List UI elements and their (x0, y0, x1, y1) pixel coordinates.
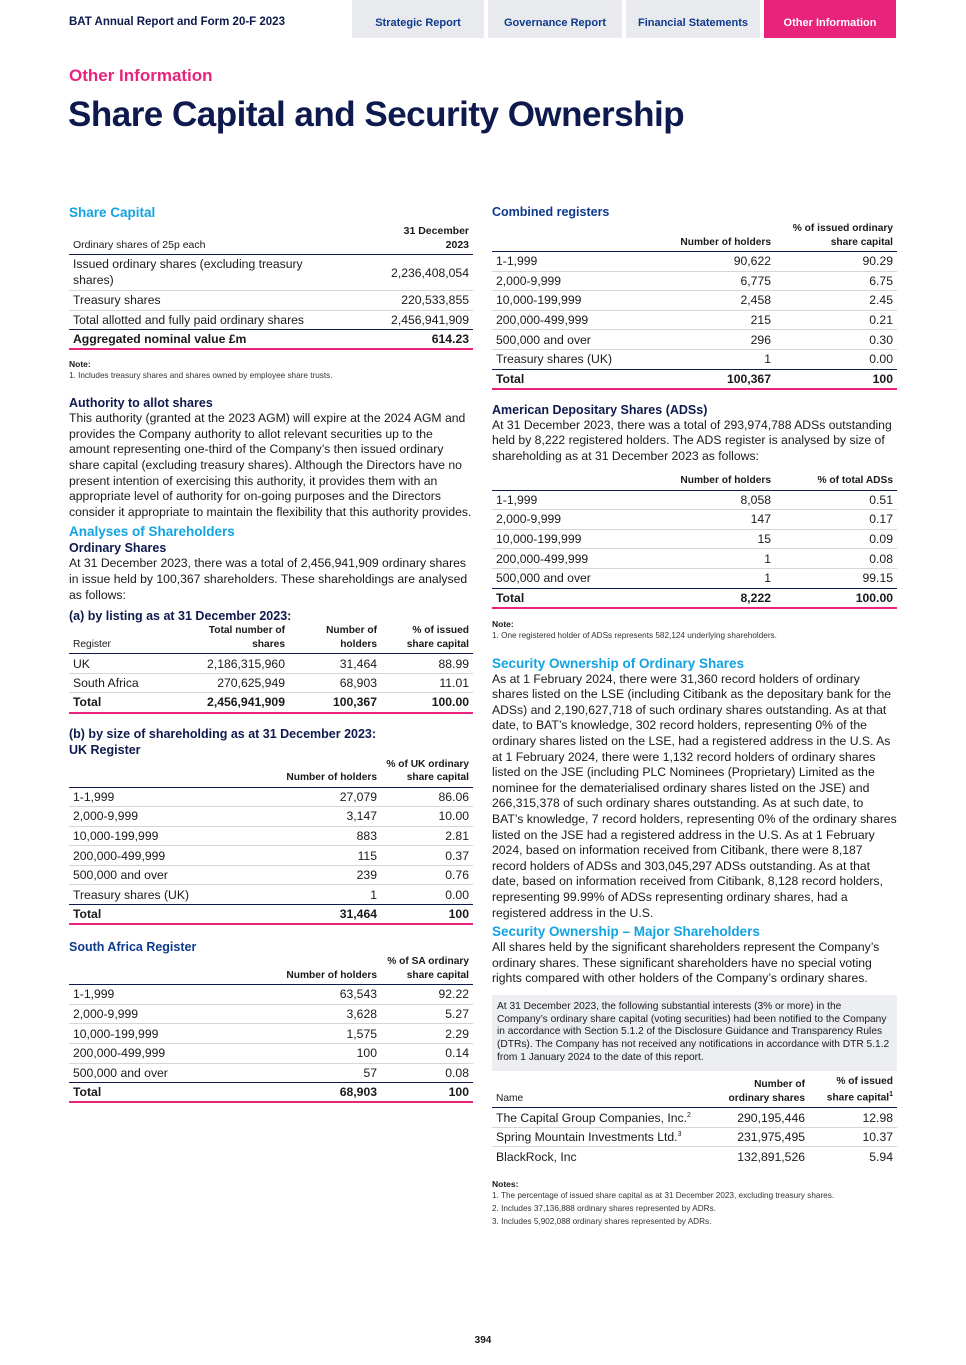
uk-register-heading: UK Register (69, 742, 141, 757)
table-row: 2,000-9,999 147 0.17 (492, 510, 897, 530)
authority-text: This authority (granted at the 2023 AGM) will expire at the 2024 AGM and provides the Company authority to allot relevant securities up to the amount representing one-third of the Company’s then issued ordinary share capital (excluding treasury shares). Although the Directors have no present intention of exercising this authority, it provides them with an appropriate level of authority for on-going purposes and the Directors consider it appropriate to maintain the flexibility that this authority provides. (69, 411, 472, 519)
table-total-row: Total 100,367 100 (492, 369, 897, 389)
combined-registers-heading: Combined registers (492, 205, 610, 219)
ads-note-title: Note: (492, 618, 514, 629)
table-total-row: Aggregated nominal value £m 614.23 (69, 330, 473, 350)
major-shareholders-heading: Security Ownership – Major Shareholders (492, 924, 760, 940)
table-row: 10,000-199,999 883 2.81 (69, 826, 473, 846)
major-notes-title: Notes: (492, 1178, 519, 1189)
table-row: 1-1,999 63,543 92.22 (69, 985, 473, 1005)
table-row: 10,000-199,999 2,458 2.45 (492, 291, 897, 311)
table-row: 1-1,999 27,079 86.06 (69, 787, 473, 807)
security-ownership-text: As at 1 February 2024, there were 31,360 record holders of ordinary shares listed on the LSE (including Citibank as the depositary bank for the ADSs) and 2,190,627,718 of such ordinary shares outstanding. As at that date, to BAT’s knowledge, 302 record holders, representing 0% of the ordinary shares listed on the LSE, had a registered address in the U.S. As at 1 February 2024, there were 1,132 record holders of ordinary shares listed on the JSE (including PLC Nominees (Proprietary) Limited as the nominee for the dematerialised ordinary shares listed on the JSE) and 266,315,378 of such ordinary shares outstanding. As at such date, to BAT’s knowledge, 7 record holders, representing 0% of the ordinary shares listed on the JSE had a registered address in the U.S. As at 1 February 2024, based on information received from Citibank, there were 8,187 record holders of ADSs and 303,045,297 ADSs outstanding. As at that date, based on information received from Citibank, 8,128 record holders, representing 99.99% of ADSs representing ordinary shares, had a registered address in the U.S. (492, 671, 897, 920)
table-row: 200,000-499,999 215 0.21 (492, 310, 897, 330)
table-row: 10,000-199,999 15 0.09 (492, 529, 897, 549)
table-row: 200,000-499,999 100 0.14 (69, 1043, 473, 1063)
table-total-row: Total 31,464 100 (69, 905, 473, 925)
combined-registers-table: Number of holders % of issued ordinary share capital 1-1,999 90,622 90.29 2,000-9,999 6,775 6.75 10,000-199,999 2,458 2.45 200,000-499,999 215 0.21 500,000 and over 296 0.30 Treasury shares (UK) 1 0.00 Total 100,367 100 (492, 222, 897, 390)
by-listing-heading: (a) by listing as at 31 December 2023: (69, 609, 292, 624)
section-eyebrow: Other Information (69, 66, 213, 85)
table-total-row: Total 68,903 100 (69, 1083, 473, 1103)
table-row: BlackRock, Inc 132,891,526 5.94 (496, 1149, 893, 1164)
tab-governance-report[interactable]: Governance Report (488, 0, 622, 38)
table-row: 2,000-9,999 6,775 6.75 (492, 271, 897, 291)
table-row: Spring Mountain Investments Ltd.$^3$ 231,975,495 10.37 (492, 1127, 897, 1147)
by-size-heading: (b) by size of shareholding as at 31 December 2023: (69, 726, 377, 741)
table-row: 1-1,999 90,622 90.29 (492, 252, 897, 272)
table-row: South Africa 270,625,949 68,903 11.01 (69, 673, 473, 693)
table-row: 10,000-199,999 1,575 2.29 (69, 1024, 473, 1044)
share-capital-note-title: Note: (69, 359, 91, 370)
table-row: 2,000-9,999 3,147 10.00 (69, 807, 473, 827)
ordinary-shares-subheading: Ordinary Shares (69, 541, 167, 556)
table-row: 500,000 and over 1 99.15 (496, 571, 893, 586)
security-ownership-heading: Security Ownership of Ordinary Shares (492, 655, 745, 671)
table-row: 500,000 and over 239 0.76 (69, 865, 473, 885)
table-total-row: Total 2,456,941,909 100,367 100.00 (69, 693, 473, 713)
table-total-row: Total 8,222 100.00 (492, 588, 897, 608)
ads-text: At 31 December 2023, there was a total of 293,974,788 ADSs outstanding held by 8,222 registered holders. The ADS register is analysed by size of shareholding as at 31 December 2023 as follows: (492, 417, 892, 463)
table-row: 200,000-499,999 115 0.37 (69, 846, 473, 866)
analyses-heading: Analyses of Shareholders (69, 524, 235, 540)
table-row: 500,000 and over 57 0.08 (73, 1065, 469, 1080)
tab-other-information[interactable]: Other Information (764, 0, 896, 38)
table-row: 2,000-9,999 3,628 5.27 (69, 1004, 473, 1024)
major-note-2: 2. Includes 37,136,888 ordinary shares represented by ADRs. (492, 1203, 716, 1213)
tab-financial-statements[interactable]: Financial Statements (626, 0, 760, 38)
table-row: Treasury shares 220,533,855 (69, 291, 473, 311)
sa-register-table: Number of holders % of SA ordinary share capital 1-1,999 63,543 92.22 2,000-9,999 3,628 5.27 10,000-199,999 1,575 2.29 200,000-499,999 100 0.14 500,000 and over 57 0.08 Total 68,903 100 (69, 955, 473, 1103)
share-capital-table (69, 225, 473, 350)
by-listing-table: Register Total number of shares Number of holders % of issued share capital UK 2,186,315,960 31,464 88.99 South Africa 270,625,949 68,903 11.01 Total 2,456,941,909 100,367 100.00 (69, 624, 473, 713)
sa-register-heading: South Africa Register (69, 940, 197, 955)
top-navigation-bar (0, 0, 966, 38)
analyses-text: At 31 December 2023, there was a total of 2,456,941,909 ordinary shares in issue held by 100,367 shareholders. These shareholdings are analysed as follows: (69, 556, 468, 602)
table-row: Treasury shares (UK) 1 0.00 (73, 887, 469, 902)
left-column (69, 204, 473, 1103)
major-shareholders-text: All shares held by the significant shareholders represent the Company’s ordinary shares. These significant shareholders have no special voting rights compared with other holders of the Company’s ordinary shares. (492, 940, 880, 986)
share-capital-col-right: 31 December 2023 (403, 225, 469, 251)
major-note-1: 1. The percentage of issued share capital as at 31 December 2023, excluding treasury shares. (492, 1190, 835, 1200)
table-row: 500,000 and over 296 0.30 (492, 330, 897, 350)
table-row: The Capital Group Companies, Inc.$^2$ 290,195,446 12.98 (492, 1108, 897, 1128)
ads-heading: American Depositary Shares (ADSs) (492, 402, 708, 417)
ads-note: 1. One registered holder of ADSs represents 582,124 underlying shareholders. (492, 630, 777, 640)
share-capital-heading: Share Capital (69, 205, 156, 220)
page-title: Share Capital and Security Ownership (68, 95, 685, 134)
report-title: BAT Annual Report and Form 20-F 2023 (69, 16, 285, 28)
table-row: 200,000-499,999 1 0.08 (492, 549, 897, 569)
table-row: Treasury shares (UK) 1 0.00 (496, 352, 893, 367)
right-column (492, 204, 897, 1228)
substantial-interests-box: At 31 December 2023, the following substantial interests (3% or more) in the Company’s ordinary share capital (voting securities) had been notified to the Company in accordance with Section 5.1.2 of the Disclosure Guidance and Transparency Rules (DTRs). The Company has not received any notifications in accordance with DTR 5.1.2 from 1 January 2024 to the date of this report. (492, 995, 897, 1071)
table-row: Total allotted and fully paid ordinary shares 2,456,941,909 (69, 310, 473, 330)
table-row: Issued ordinary shares (excluding treasury shares) 2,236,408,054 (69, 255, 473, 291)
uk-register-table: Number of holders % of UK ordinary share capital 1-1,999 27,079 86.06 2,000-9,999 3,147 10.00 10,000-199,999 883 2.81 200,000-499,999 115 0.37 500,000 and over 239 0.76 Treasury shares (UK) 1 0.00 Total 31,464 100 (69, 758, 473, 926)
share-capital-col-left: Ordinary shares of 25p each (73, 238, 206, 251)
page-number: 394 (474, 1335, 492, 1346)
major-note-3: 3. Includes 5,902,088 ordinary shares represented by ADRs. (492, 1216, 712, 1226)
table-row: 1-1,999 8,058 0.51 (492, 490, 897, 510)
table-row: UK 2,186,315,960 31,464 88.99 (69, 654, 473, 674)
major-shareholders-table: Name Number of ordinary shares % of issued share capital$^1$ The Capital Group Companies, Inc.$^2$ 290,195,446 12.98 Spring Mountain Investments Ltd.$^3$ 231,975,495 10.37 BlackRock, Inc 132,891,526 5.94 (492, 1075, 897, 1167)
authority-heading: Authority to allot shares (69, 396, 213, 411)
tab-strategic-report[interactable]: Strategic Report (352, 0, 484, 38)
share-capital-note: 1. Includes treasury shares and shares owned by employee share trusts. (69, 371, 333, 381)
ads-table: Number of holders % of total ADSs 1-1,999 8,058 0.51 2,000-9,999 147 0.17 10,000-199,999 15 0.09 200,000-499,999 1 0.08 500,000 and over 1 99.15 Total 8,222 100.00 (492, 470, 897, 608)
